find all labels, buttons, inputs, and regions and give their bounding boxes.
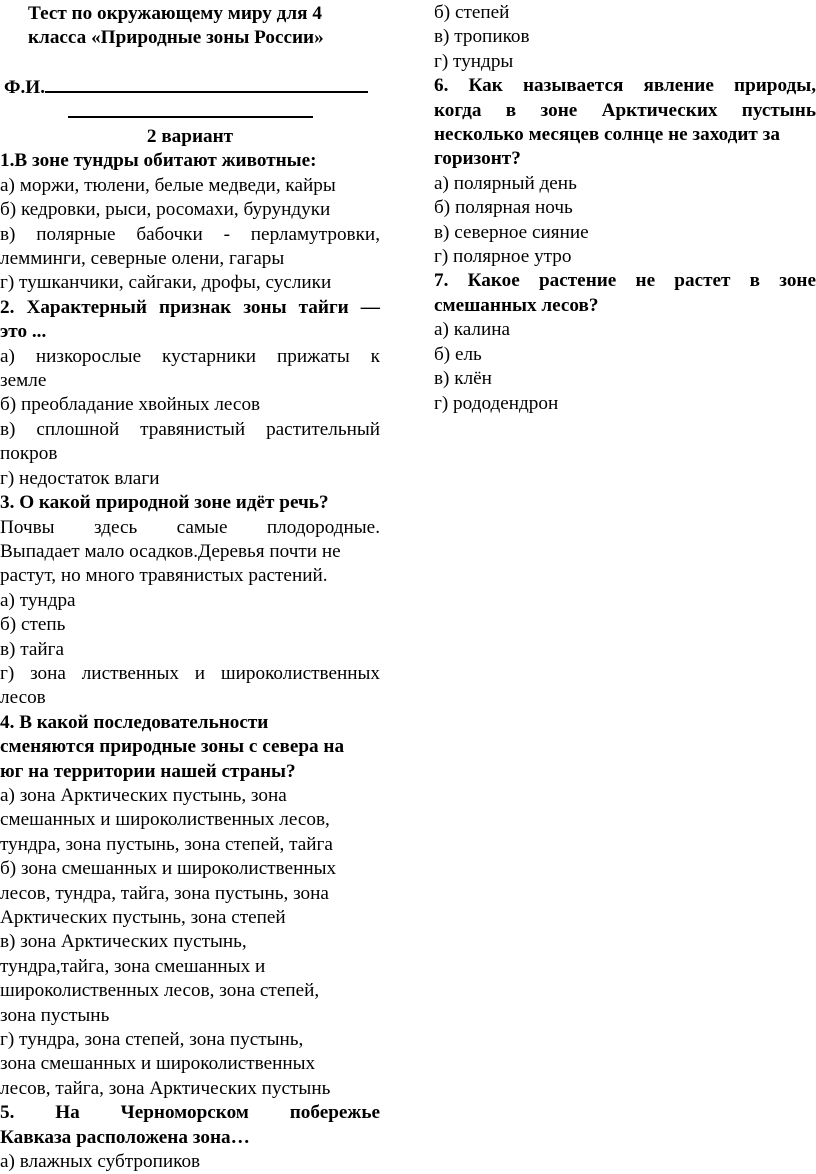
answer-option-line: г) полярное утро xyxy=(434,246,572,268)
answer-option-line: г) тушканчики, сайгаки, дрофы, суслики xyxy=(0,272,332,294)
answer-option-line: тундра, зона пустынь, зона степей, тайга xyxy=(0,833,333,855)
answer-option-line: Арктических пустынь, зона степей xyxy=(0,907,286,929)
answer-option-line: а) влажных субтропиков xyxy=(0,1151,201,1173)
question-text-line: Кавказа расположена зона… xyxy=(0,1126,250,1148)
answer-option-line: г) рододендрон xyxy=(434,392,559,414)
answer-option-line: а) тундра xyxy=(0,589,76,611)
right-column xyxy=(434,1,816,416)
fio-row-2 xyxy=(0,101,380,125)
fio-underline xyxy=(45,75,368,93)
question-text-line: смешанных лесов? xyxy=(434,294,599,316)
variant-label: 2 вариант xyxy=(146,126,234,148)
fio-label: Ф.И. xyxy=(4,77,45,99)
answer-option-line: б) полярная ночь xyxy=(434,197,573,219)
question-text-line: 6. Как называется явление природы, xyxy=(434,75,816,97)
question-text-line: 5. На Черноморском побережье xyxy=(0,1102,380,1124)
answer-option-line: тундра,тайга, зона смешанных и xyxy=(0,955,266,977)
answer-option-line: в) тропиков xyxy=(434,26,530,48)
question-text-line: 4. В какой последовательности xyxy=(0,711,269,733)
answer-option-line: растут, но много травянистых растений. xyxy=(0,565,328,587)
answer-option-line: б) ель xyxy=(434,343,482,365)
left-column xyxy=(0,0,380,1174)
right-question-list xyxy=(434,1,816,416)
answer-option-line: в) полярные бабочки - перламутровки, xyxy=(0,223,380,245)
answer-option-line: лемминги, северные олени, гагары xyxy=(0,248,285,270)
answer-option-line: Почвы здесь самые плодородные. xyxy=(0,516,380,538)
question-text-line: сменяются природные зоны с севера на xyxy=(0,736,345,758)
fio-underline-2 xyxy=(68,102,313,118)
answer-option-line: б) кедровки, рыси, росомахи, бурундуки xyxy=(0,199,331,221)
answer-option-line: б) степь xyxy=(0,614,66,636)
answer-option-line: земле xyxy=(0,370,47,392)
answer-option-line: в) зона Арктических пустынь, xyxy=(0,931,247,953)
answer-option-line: зона пустынь xyxy=(0,1004,110,1026)
title-line-1: Тест по окружающему миру для 4 xyxy=(28,3,322,24)
answer-option-line: широколиственных лесов, зона степей, xyxy=(0,980,320,1002)
answer-option-line: в) сплошной травянистый растительный xyxy=(0,418,380,440)
answer-option-line: покров xyxy=(0,443,58,465)
answer-option-line: г) тундры xyxy=(434,50,514,72)
answer-option-line: б) преобладание хвойных лесов xyxy=(0,394,261,416)
answer-option-line: в) северное сияние xyxy=(434,221,589,243)
answer-option-line: а) моржи, тюлени, белые медведи, кайры xyxy=(0,174,336,196)
answer-option-line: лесов, тундра, тайга, зона пустынь, зона xyxy=(0,882,329,904)
answer-option-line: г) зона лиственных и широколиственных xyxy=(0,662,380,684)
question-text-line: 2. Характерный признак зоны тайги — xyxy=(0,296,380,318)
question-text-line: несколько месяцев солнце не заходит за xyxy=(434,124,780,146)
question-text-line: горизонт? xyxy=(434,148,521,170)
title-line-2: класса «Природные зоны России» xyxy=(28,27,324,49)
question-text-line: 3. О какой природной зоне идёт речь? xyxy=(0,492,329,514)
answer-option-line: а) полярный день xyxy=(434,172,577,194)
answer-option-line: б) зона смешанных и широколиственных xyxy=(0,858,337,880)
answer-option-line: в) тайга xyxy=(0,638,65,660)
answer-option-line: лесов, тайга, зона Арктических пустынь xyxy=(0,1077,331,1099)
question-text-line: 1.В зоне тундры обитают животные: xyxy=(0,150,317,172)
answer-option-line: Выпадает мало осадков.Деревья почти не xyxy=(0,540,341,562)
answer-option-line: а) низкорослые кустарники прижаты к xyxy=(0,345,380,367)
left-question-list xyxy=(0,149,380,1174)
answer-option-line: зона смешанных и широколиственных xyxy=(0,1053,316,1075)
question-text-line: это ... xyxy=(0,321,47,343)
answer-option-line: г) недостаток влаги xyxy=(0,467,160,489)
answer-option-line: в) клён xyxy=(434,368,492,390)
question-text-line: когда в зоне Арктических пустынь xyxy=(434,99,816,121)
question-text-line: 7. Какое растение не растет в зоне xyxy=(434,270,816,292)
answer-option-line: лесов xyxy=(0,687,46,709)
answer-option-line: а) калина xyxy=(434,319,511,341)
answer-option-line: смешанных и широколиственных лесов, xyxy=(0,809,330,831)
question-text-line: юг на территории нашей страны? xyxy=(0,760,296,782)
answer-option-line: б) степей xyxy=(434,2,510,23)
fio-row xyxy=(0,75,380,100)
answer-option-line: г) тундра, зона степей, зона пустынь, xyxy=(0,1029,304,1051)
answer-option-line: а) зона Арктических пустынь, зона xyxy=(0,784,287,806)
